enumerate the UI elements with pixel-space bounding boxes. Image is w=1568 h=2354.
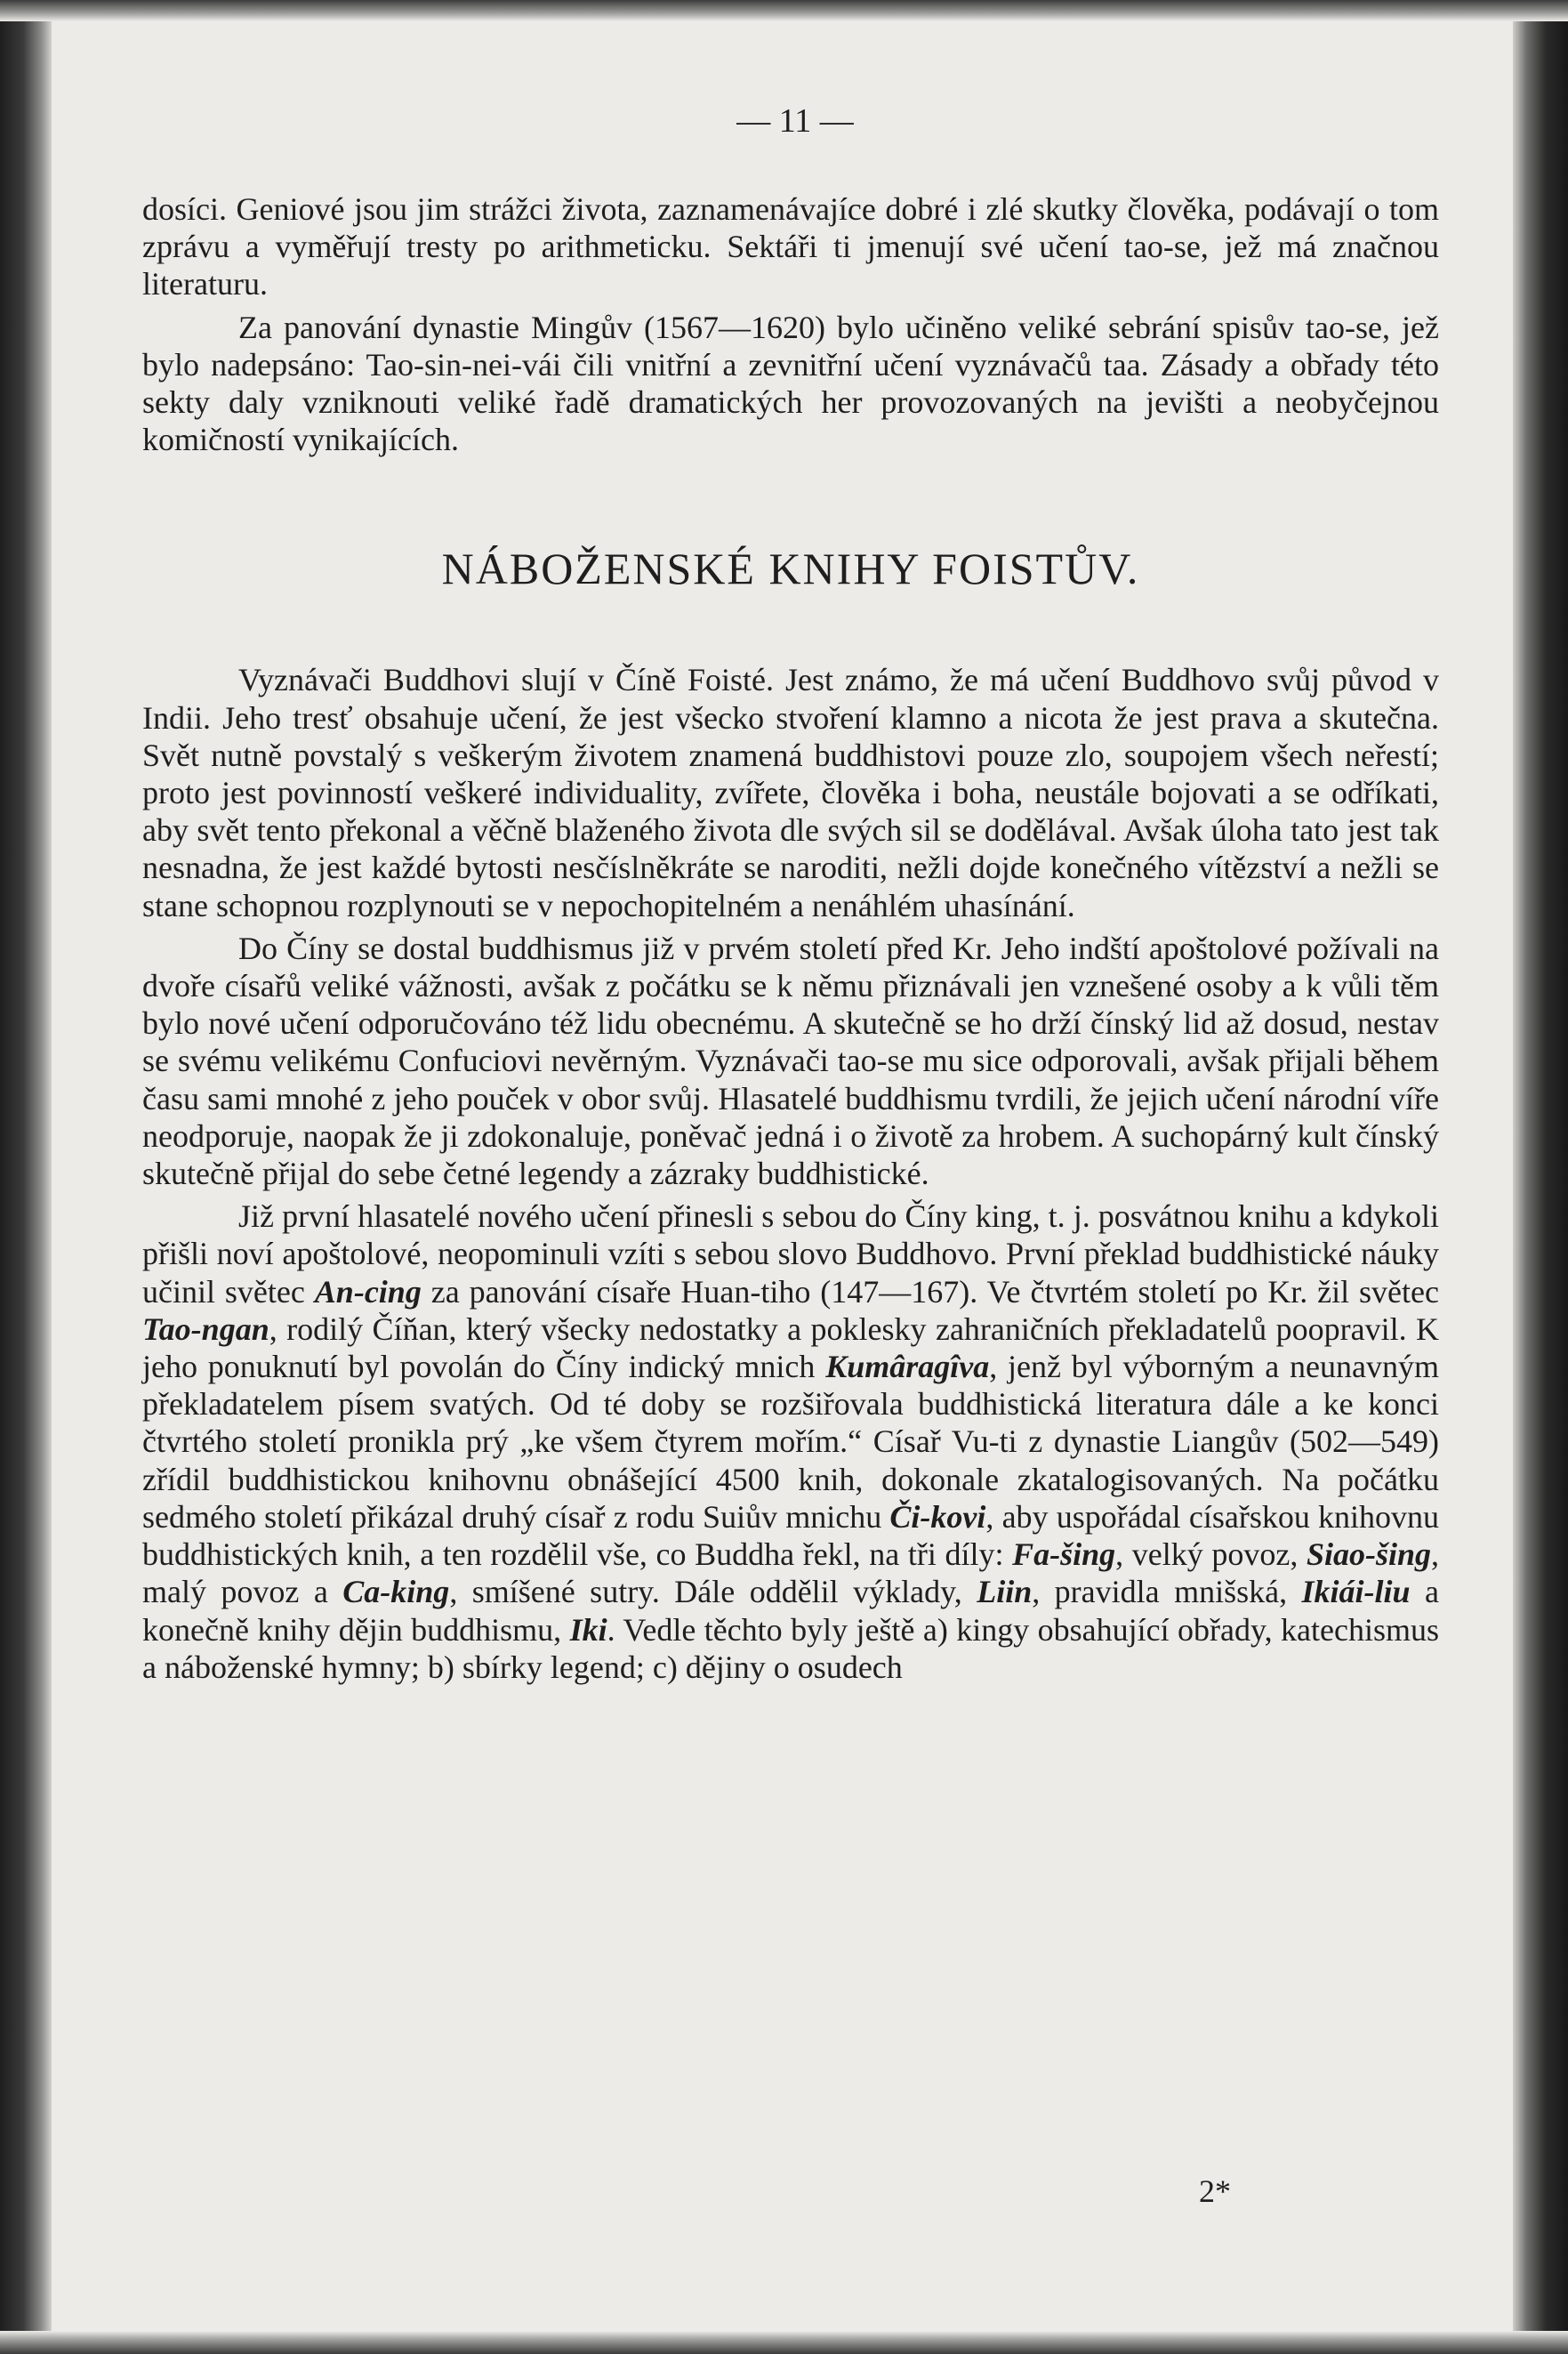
- scan-edge-left: [0, 0, 52, 2354]
- text-run: , jenž byl výborným a neunavným překladatelem písem svatých. Od té doby se rozšiřovala buddhistická literatura dále a ke konci čtvrtého století pronikla prý „ke všem čtyrem mořím.“ Císař Vu-ti z dynastie Liangův (502—549) zřídil buddhistickou knihovnu obnášející 4500 knih, dokonale zkatalogisovaných. Na počátku sedmého století přikázal druhý císař z rodu Suiův mnichu: [142, 1349, 1440, 1535]
- page-content: [142, 98, 1439, 1686]
- italic-term-ikiai-liu: Ikiái-liu: [1301, 1574, 1411, 1610]
- intro-paragraph-1: dosíci. Geniové jsou jim strážci života, zaznamenávajíce dobré i zlé skutky člověka, podávají o tom zprávu a vyměřují tresty po arithmeticku. Sektáři ti jmenují své učení tao-se, jež má značnou literaturu.: [142, 191, 1439, 302]
- text-run: , pravidla mnišská,: [1032, 1574, 1302, 1610]
- section-heading: NÁBOŽENSKÉ KNIHY FOISTŮV.: [441, 544, 1140, 594]
- scan-edge-right: [1513, 0, 1568, 2354]
- page-number: — 11 —: [736, 102, 854, 140]
- text-run: , malý povoz a: [142, 1536, 1439, 1610]
- italic-name-an-cing: An-cing: [314, 1273, 422, 1310]
- text-run: , aby uspořádal císařskou knihovnu buddhistických knih, a ten rozdělil vše, co Buddha řekl, na tři díly:: [142, 1498, 1440, 1573]
- italic-name-ci-kovi: Či-kovi: [889, 1498, 986, 1535]
- italic-term-fa-sing: Fa-šing: [1012, 1536, 1116, 1573]
- text-run: , smíšené sutry. Dále oddělil výklady,: [449, 1574, 977, 1610]
- text-run: . Vedle těchto byly ještě a) kingy obsahující obřady, katechismus a náboženské hymny; b) sbírky legend; c) dějiny o osudech: [142, 1611, 1440, 1685]
- italic-name-kumaragiva: Kumâragîva: [825, 1349, 990, 1385]
- section-paragraph-2: Do Číny se dostal buddhismus již v prvém století před Kr. Jeho indští apoštolové požívali na dvoře císařů veliké vážnosti, avšak z počátku se k němu přiznávali jen vznešené osoby a k vůli těm bylo nové učení odporučováno též lidu obecnému. A skutečně se ho drží čínský lid až dosud, nestav se svému velikému Confuciovi nevěrným. Vyznávači tao-se mu sice odporovali, avšak přijali během času sami mnohé z jeho pouček v obor svůj. Hlasatelé buddhismu tvrdili, že jejich učení národní víře neodporuje, naopak že ji zdokonaluje, poněvač jedná i o životě za hrobem. A suchopárný kult čínský skutečně přijal do sebe četné legendy a zázraky buddhistické.: [142, 930, 1439, 1192]
- italic-term-liin: Liin: [977, 1574, 1033, 1610]
- section-paragraph-3: [142, 1197, 1439, 1686]
- text-run: a konečně knihy dějin buddhismu,: [142, 1574, 1439, 1648]
- italic-term-iki: Iki: [569, 1611, 607, 1648]
- italic-term-siao-sing: Siao-šing: [1306, 1536, 1431, 1573]
- intro-paragraph-2: Za panování dynastie Mingův (1567—1620) bylo učiněno veliké sebrání spisův tao-se, jež bylo nadepsáno: Tao-sin-nei-vái čili vnitřní a zevnitřní učení vyznávačů taa. Zásady a obřady této sekty daly vzniknouti veliké řadě dramatických her provozovaných na jevišti a neobyčejnou komičností vynikajících.: [142, 309, 1439, 458]
- text-run: , rodilý Číňan, který všecky nedostatky a poklesky zahraničních překladatelů poopravil. K jeho ponuknutí byl povolán do Číny indický mnich: [142, 1310, 1439, 1385]
- scan-edge-top: [0, 0, 1568, 21]
- scan-edge-bottom: [0, 2331, 1568, 2354]
- text-run: , velký povoz,: [1115, 1536, 1307, 1573]
- printer-signature-mark: 2*: [1199, 2173, 1231, 2209]
- section-paragraph-1: Vyznávači Buddhovi slují v Číně Foisté. Jest známo, že má učení Buddhovo svůj původ v Indii. Jeho tresť obsahuje učení, že jest všecko stvoření klamno a nicota že jest prava a skutečna. Svět nutně povstalý s veškerým životem znamená buddhistovi pouze zlo, soupojem všech neřestí; proto jest povinností veškeré individuality, zvířete, člověka i boha, neustále bojovati a se odříkati, aby svět tento překonal a věčně blaženého života dle svých sil se dodělával. Avšak úloha tato jest tak nesnadna, že jest každé bytosti nesčíslněkráte se naroditi, nežli dojde konečného vítězství a nežli se stane schopnou rozplynouti se v nepochopitelném a nenáhlém uhasínání.: [142, 662, 1439, 923]
- italic-term-ca-king: Ca-king: [342, 1574, 450, 1610]
- text-run: za panování císaře Huan-tiho (147—167). Ve čtvrtém století po Kr. žil světec: [421, 1273, 1439, 1310]
- text-run: Již první hlasatelé nového učení přinesli s sebou do Číny king, t. j. posvátnou knihu a kdykoli přišli noví apoštolové, neopominuli vzíti s sebou slovo Buddhovo. První překlad buddhistické náuky učinil světec: [142, 1198, 1439, 1310]
- italic-name-tao-ngan: Tao-ngan: [142, 1310, 269, 1347]
